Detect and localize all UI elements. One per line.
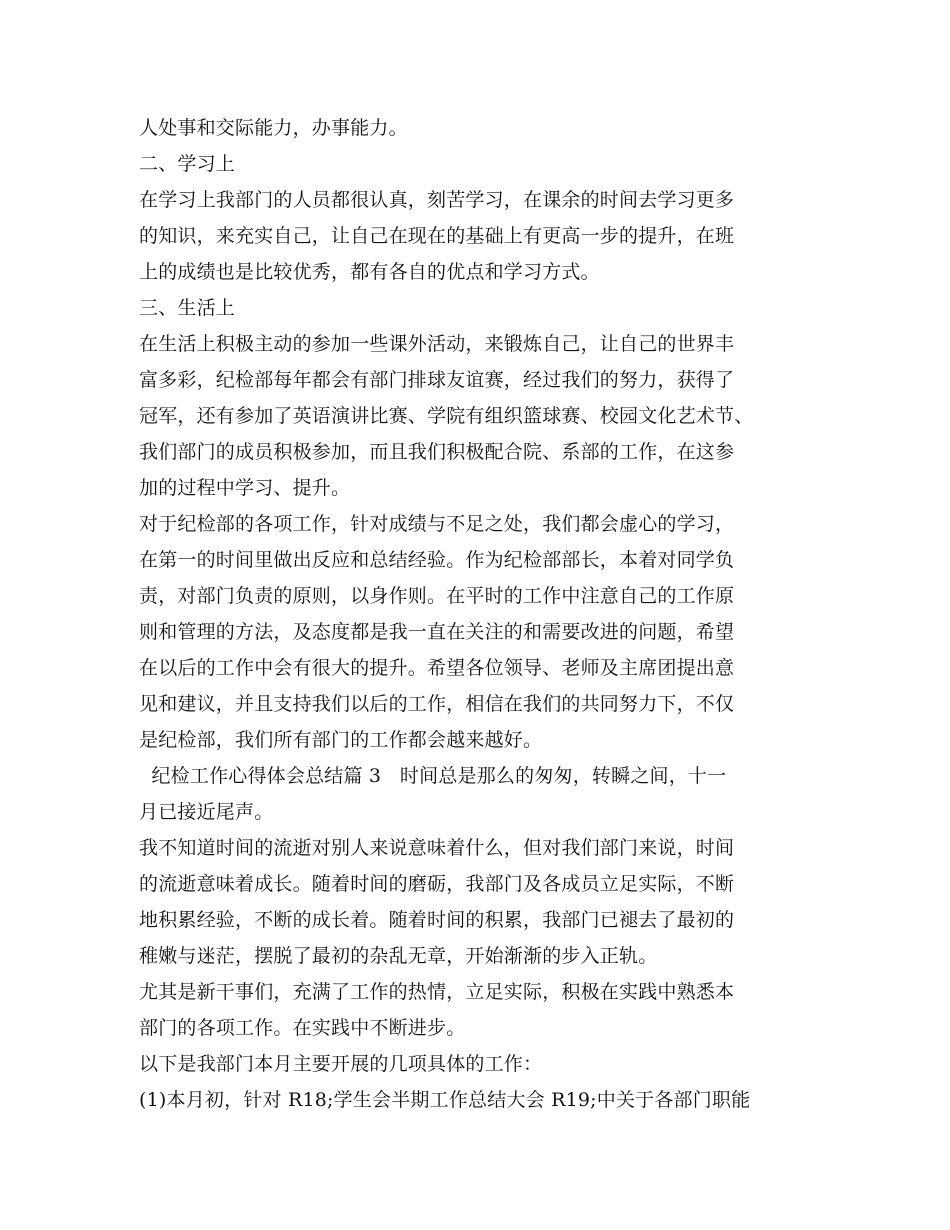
text-line: 尤其是新干事们，充满了工作的热情，立足实际，积极在实践中熟悉本 [139,981,735,1003]
text-line: 稚嫩与迷茫，摆脱了最初的杂乱无章，开始渐渐的步入正轨。 [139,945,658,967]
text-line: 在生活上积极主动的参加一些课外活动，来锻炼自己，让自己的世界丰 [139,333,735,355]
text-line: 见和建议，并且支持我们以后的工作，相信在我们的共同努力下，不仅 [139,693,735,715]
text-line: 的流逝意味着成长。随着时间的磨砺，我部门及各成员立足实际，不断 [139,873,735,895]
section-heading: 三、生活上 [139,297,236,319]
text-line: 我们部门的成员积极参加，而且我们积极配合院、系部的工作，在这参 [139,441,735,463]
text-line: 我不知道时间的流逝对别人来说意味着什么，但对我们部门来说，时间 [139,837,735,859]
text-line: 在以后的工作中会有很大的提升。希望各位领导、老师及主席团提出意 [139,657,735,679]
text-line: 的知识，来充实自己，让自己在现在的基础上有更高一步的提升，在班 [139,225,735,247]
text-line: 以下是我部门本月主要开展的几项具体的工作： [139,1053,543,1075]
text-line: 则和管理的方法，及态度都是我一直在关注的和需要改进的问题，希望 [139,621,735,643]
text-line: 上的成绩也是比较优秀，都有各自的优点和学习方式。 [139,261,600,283]
text-line: 对于纪检部的各项工作，针对成绩与不足之处，我们都会虚心的学习， [139,513,735,535]
text-line: 地积累经验，不断的成长着。随着时间的积累，我部门已褪去了最初的 [139,909,735,931]
document-body [139,110,829,1118]
text-line: 月已接近尾声。 [139,801,274,823]
text-line: 富多彩，纪检部每年都会有部门排球友谊赛，经过我们的努力，获得了 [139,369,735,391]
text-line: 冠军，还有参加了英语演讲比赛、学院有组织篮球赛、校园文化艺术节、 [139,405,754,427]
article-title-line: 纪检工作心得体会总结篇 3 时间总是那么的匆匆，转瞬之间，十一 [139,765,727,787]
text-line: 在第一的时间里做出反应和总结经验。作为纪检部部长，本着对同学负 [139,549,735,571]
text-line: 责，对部门负责的原则，以身作则。在平时的工作中注意自己的工作原 [139,585,735,607]
text-line: 在学习上我部门的人员都很认真，刻苦学习，在课余的时间去学习更多 [139,189,735,211]
text-line: 部门的各项工作。在实践中不断进步。 [139,1017,466,1039]
text-line: 加的过程中学习、提升。 [139,477,351,499]
list-item-line: (1)本月初，针对 R18;学生会半期工作总结大会 R19;中关于各部门职能 [139,1089,751,1111]
section-heading: 二、学习上 [139,153,236,175]
text-line: 是纪检部，我们所有部门的工作都会越来越好。 [139,729,543,751]
text-line: 人处事和交际能力，办事能力。 [139,117,408,139]
